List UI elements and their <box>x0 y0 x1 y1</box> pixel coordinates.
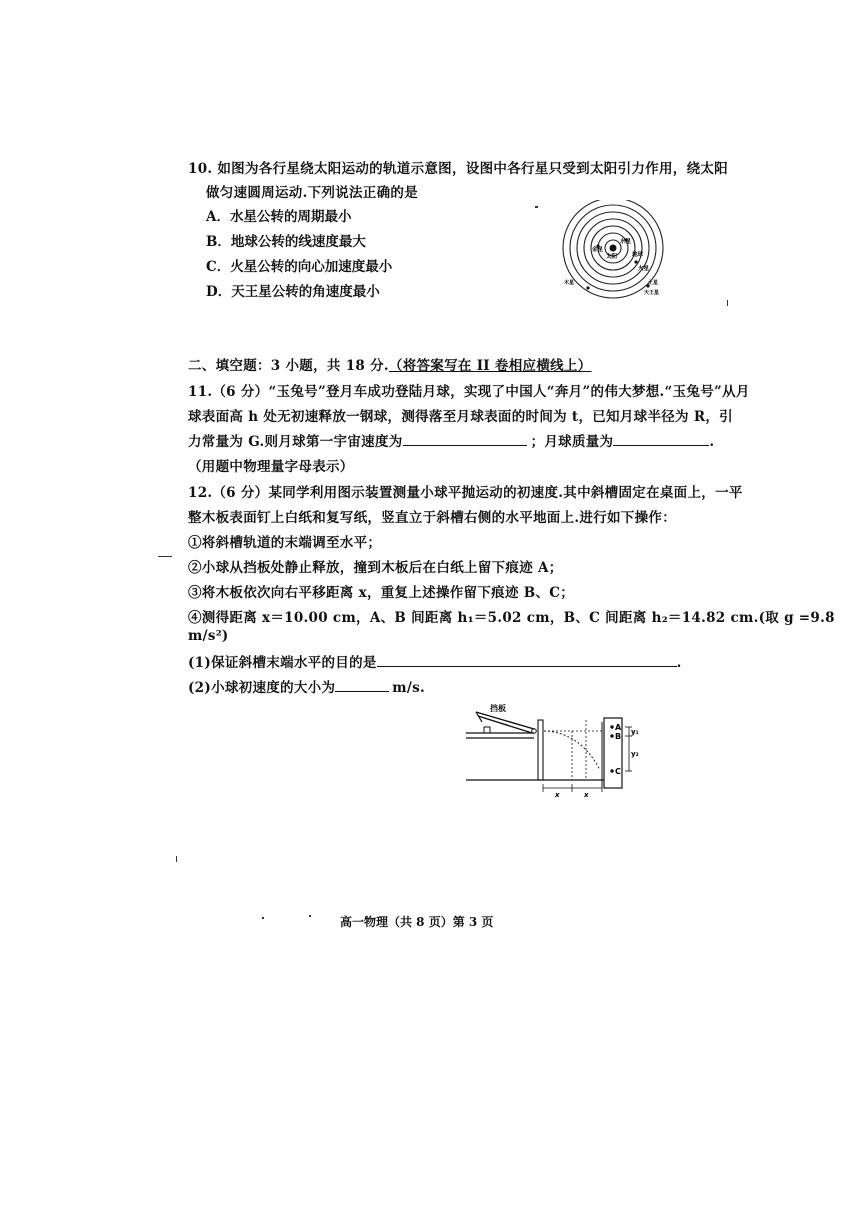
jupiter-label: 木星 <box>564 280 575 286</box>
q10-option-b: B．地球公转的线速度最大 <box>206 234 366 250</box>
q12-step4: ④测得距离 x＝10.00 cm，A、B 间距离 h₁＝5.02 cm，B、C 间距离 h₂＝14.82 cm.(取 g =9.8 <box>188 610 835 626</box>
q12-sub2-blank <box>335 677 389 692</box>
mark-c-label: C <box>615 767 621 776</box>
y2-label: y₂ <box>631 750 639 758</box>
scan-speck <box>727 300 728 306</box>
scan-speck <box>262 917 264 919</box>
y1-label: y₁ <box>631 728 639 736</box>
x2-label: x <box>584 791 589 799</box>
q10-option-c: C．火星公转的向心加速度最小 <box>206 259 393 275</box>
q11-velocity-prompt: 力常量为 G.则月球第一宇宙速度为 <box>188 434 403 450</box>
q12-sub1 <box>188 651 682 671</box>
q12-line2: 整木板表面钉上白纸和复写纸，竖直立于斜槽右侧的水平地面上.进行如下操作： <box>188 510 676 526</box>
q12-step2: ②小球从挡板处静止释放，撞到木板后在白纸上留下痕迹 A； <box>188 560 563 576</box>
x1-label: x <box>555 791 560 799</box>
mark-a-label: A <box>615 723 622 732</box>
q10-option-a: A．水星公转的周期最小 <box>206 209 352 225</box>
venus-label: 金星 <box>592 247 604 253</box>
page-footer: 高一物理（共 8 页）第 3 页 <box>340 915 494 929</box>
uranus-label: 天王星 <box>644 290 660 296</box>
q11-line1: 11.（6 分）“玉兔号”登月车成功登陆月球，实现了中国人“奔月”的伟大梦想.“玉兔号”从月 <box>188 384 750 400</box>
scan-speck <box>535 206 538 208</box>
q11-line2: 球表面高 h 处无初速释放一钢球，测得落至月球表面的时间为 t，已知月球半径为 R，引 <box>188 409 733 425</box>
scan-speck <box>176 856 177 862</box>
mark-b-label: B <box>615 732 622 741</box>
q11-note: （用题中物理量字母表示） <box>188 459 354 475</box>
q11-velocity-blank <box>403 431 527 446</box>
q10-stem-line2: 做匀速圆周运动.下列说法正确的是 <box>206 185 418 201</box>
q12-step4-unit: m/s²) <box>188 628 229 644</box>
scan-speck <box>309 915 311 917</box>
q11-mass-prompt: ；月球质量为 <box>530 434 614 450</box>
scan-speck <box>158 556 172 557</box>
q10-stem-line1: 10. 如图为各行星绕太阳运动的轨道示意图，设图中各行星只受到太阳引力作用，绕太阳 <box>188 161 728 177</box>
q12-sub1-end: . <box>676 655 682 671</box>
sun-label: 太阳 <box>606 254 618 260</box>
q11-line3 <box>188 430 714 450</box>
baffle-label: 挡板 <box>490 704 506 713</box>
mercury-label: 水星 <box>620 239 632 245</box>
q12-sub2-prompt: (2)小球初速度的大小为 <box>188 680 336 696</box>
section2-note: （将答案写在 II 卷相应横线上） <box>388 358 592 374</box>
earth-label: 地球 <box>632 252 644 258</box>
q11-mass-blank <box>613 431 709 446</box>
q10-option-d: D．天王星公转的角速度最小 <box>206 284 380 300</box>
apparatus-diagram <box>462 700 642 800</box>
q12-sub2 <box>188 676 425 696</box>
section2-title: 二、填空题：3 小题，共 18 分. <box>188 358 389 374</box>
mars-label: 火星 <box>638 266 650 272</box>
q12-sub2-unit: m/s. <box>392 680 425 696</box>
q12-step3: ③将木板依次向右平移距离 x，重复上述操作留下痕迹 B、C； <box>188 585 575 601</box>
saturn-label: 土星 <box>648 280 659 286</box>
q12-step1: ①将斜槽轨道的末端调至水平； <box>188 535 382 551</box>
q11-period: . <box>709 434 715 450</box>
section2-heading <box>188 354 592 374</box>
orbit-diagram <box>548 200 680 300</box>
q12-sub1-blank <box>377 652 677 667</box>
q12-sub1-prompt: (1)保证斜槽末端水平的目的是 <box>188 655 377 671</box>
q12-line1: 12.（6 分）某同学利用图示装置测量小球平抛运动的初速度.其中斜槽固定在桌面上，一平 <box>188 485 743 501</box>
